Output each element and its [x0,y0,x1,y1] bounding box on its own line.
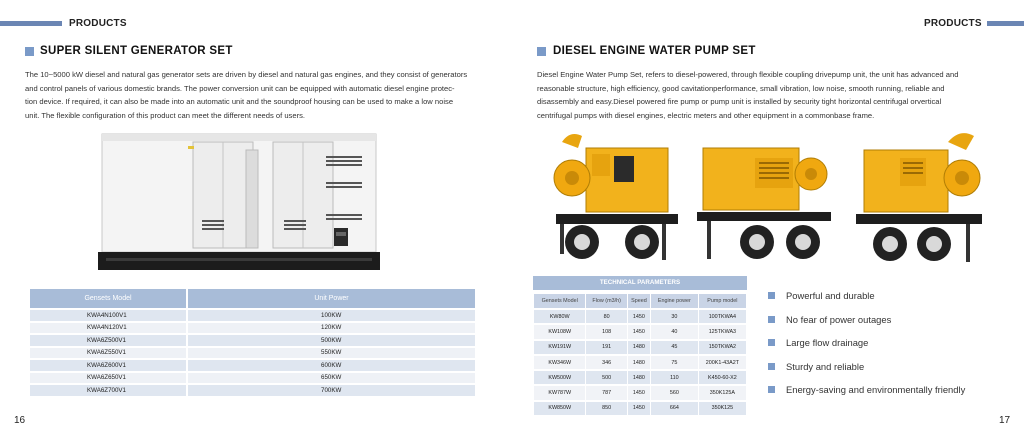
generator-description-line: tion device. If required, it can also be made into an automatic unit and the soundproof housing can be used to make a low noise [25,97,454,107]
table-row [30,373,475,384]
table-cell: KWA4N100V1 [30,310,186,321]
generator-section-title: SUPER SILENT GENERATOR SET [40,45,233,57]
table-row [534,371,746,384]
table-cell: 30 [651,310,698,323]
table-row [534,402,746,415]
pump-section-title: DIESEL ENGINE WATER PUMP SET [553,45,756,57]
table-cell: 75 [651,356,698,369]
pump-description-line: disassembly and easy.Diesel powered fire pump or pump unit is installed by security tight horizontal centrifugal orvertical [537,97,942,107]
table-cell: 1450 [628,325,650,338]
table-cell: KWA6Z700V1 [30,385,186,396]
table-cell: KWA6Z500V1 [30,335,186,346]
table-cell: 100TKWA4 [699,310,746,323]
header-label-left: PRODUCTS [69,18,127,29]
table-cell: KWA6Z650V1 [30,373,186,384]
table-cell: 150TKWA2 [699,341,746,354]
bullet-icon [768,339,775,346]
table-cell: KW850W [534,402,585,415]
feature-label: Sturdy and reliable [786,361,865,372]
table-cell: KW108W [534,325,585,338]
table-cell: 200K1-43A2T [699,356,746,369]
table-header-row [30,289,475,308]
table-cell: 850 [586,402,626,415]
table-header-cell: Flow (m3/h) [586,294,626,308]
table-header-cell: Gensets Model [534,294,585,308]
page-number-right: 17 [999,415,1011,426]
table-cell: KW346W [534,356,585,369]
table-cell: 1480 [628,356,650,369]
table-row [30,360,475,371]
header-bar-right [987,21,1024,26]
table-row [534,310,746,323]
table-cell: KWA4N120V1 [30,323,186,334]
table-header-cell: Gensets Model [30,289,186,308]
bullet-icon [768,316,775,323]
table-row [534,325,746,338]
table-row [534,356,746,369]
section-marker-right [537,47,546,56]
table-cell: 500KW [188,335,475,346]
bullet-icon [768,292,775,299]
table-cell: 787 [586,386,626,399]
table-cell: 650KW [188,373,475,384]
table-cell: 45 [651,341,698,354]
pump-trailer-image [697,138,837,272]
section-marker-left [25,47,34,56]
table-cell: 100KW [188,310,475,321]
pump-description-line: centrifugal pumps with diesel engines, electric meters and other equipment in a commonbase frame. [537,110,875,120]
table-cell: 500 [586,371,626,384]
table-row [30,385,475,396]
generator-description-line: unit. The flexible configuration of this product can meet the different needs of users. [25,110,306,120]
table-header-row [534,294,746,308]
table-row [30,310,475,321]
pump-description [537,68,1001,122]
table-header-cell: Unit Power [188,289,475,308]
table-cell: 1450 [628,386,650,399]
header-label-right: PRODUCTS [924,18,982,29]
table-cell: KW191W [534,341,585,354]
pump-parameter-table [533,292,747,417]
table-row [30,348,475,359]
table-cell: 1480 [628,341,650,354]
table-cell: 664 [651,402,698,415]
table-cell: 125TKWA3 [699,325,746,338]
table-cell: KW80W [534,310,585,323]
table-header-cell: Engine power [651,294,698,308]
table-cell: 600KW [188,360,475,371]
table-cell: KWA6Z600V1 [30,360,186,371]
bullet-icon [768,386,775,393]
table-cell: 1450 [628,310,650,323]
table-row [534,386,746,399]
table-cell: 1480 [628,371,650,384]
table-cell: 1450 [628,402,650,415]
table-cell: KW500W [534,371,585,384]
table-cell: 40 [651,325,698,338]
feature-label: Large flow drainage [786,337,869,348]
table-cell: 346 [586,356,626,369]
generator-model-table [30,287,475,398]
table-cell: 560 [651,386,698,399]
pump-description-line: reasonable structure, high efficiency, good cavitationperformance, small vibration, low noise, smooth running, reliable and [537,83,945,93]
page-number-left: 16 [14,415,26,426]
table-cell: KW787W [534,386,585,399]
table-cell: 120KW [188,323,475,334]
table-cell: 350K125 [699,402,746,415]
table-cell: 110 [651,371,698,384]
generator-set-image [98,128,382,273]
table-row [30,335,475,346]
generator-description-line: and control panels of various domestic brands. The power conversion unit can be equipped with automatic diesel engine protec- [25,83,455,93]
generator-description-line: The 10~5000 kW diesel and natural gas generator sets are driven by diesel and natural gas engines, and they consist of generators [25,70,468,79]
generator-description [25,68,495,122]
pump-trailer-image [856,128,986,272]
table-row [534,341,746,354]
bullet-icon [768,363,775,370]
table-cell: 700KW [188,385,475,396]
table-header-cell: Speed [628,294,650,308]
table-cell: 80 [586,310,626,323]
header-bar-left [0,21,62,26]
table-cell: 350K125A [699,386,746,399]
table-row [30,323,475,334]
feature-label: Energy-saving and environmentally friendly [786,384,966,395]
table-cell: 191 [586,341,626,354]
table-cell: KWA6Z550V1 [30,348,186,359]
technical-parameters-title: TECHNICAL PARAMETERS [533,276,747,290]
pump-description-line: Diesel Engine Water Pump Set, refers to diesel-powered, through flexible coupling drivepump unit, the unit has advanced and [537,70,959,79]
table-cell: 108 [586,325,626,338]
pump-trailer-image [552,130,682,272]
table-cell: 550KW [188,348,475,359]
table-header-cell: Pump model [699,294,746,308]
feature-label: Powerful and durable [786,290,875,301]
feature-label: No fear of power outages [786,314,892,325]
table-cell: K450-60-X2 [699,371,746,384]
